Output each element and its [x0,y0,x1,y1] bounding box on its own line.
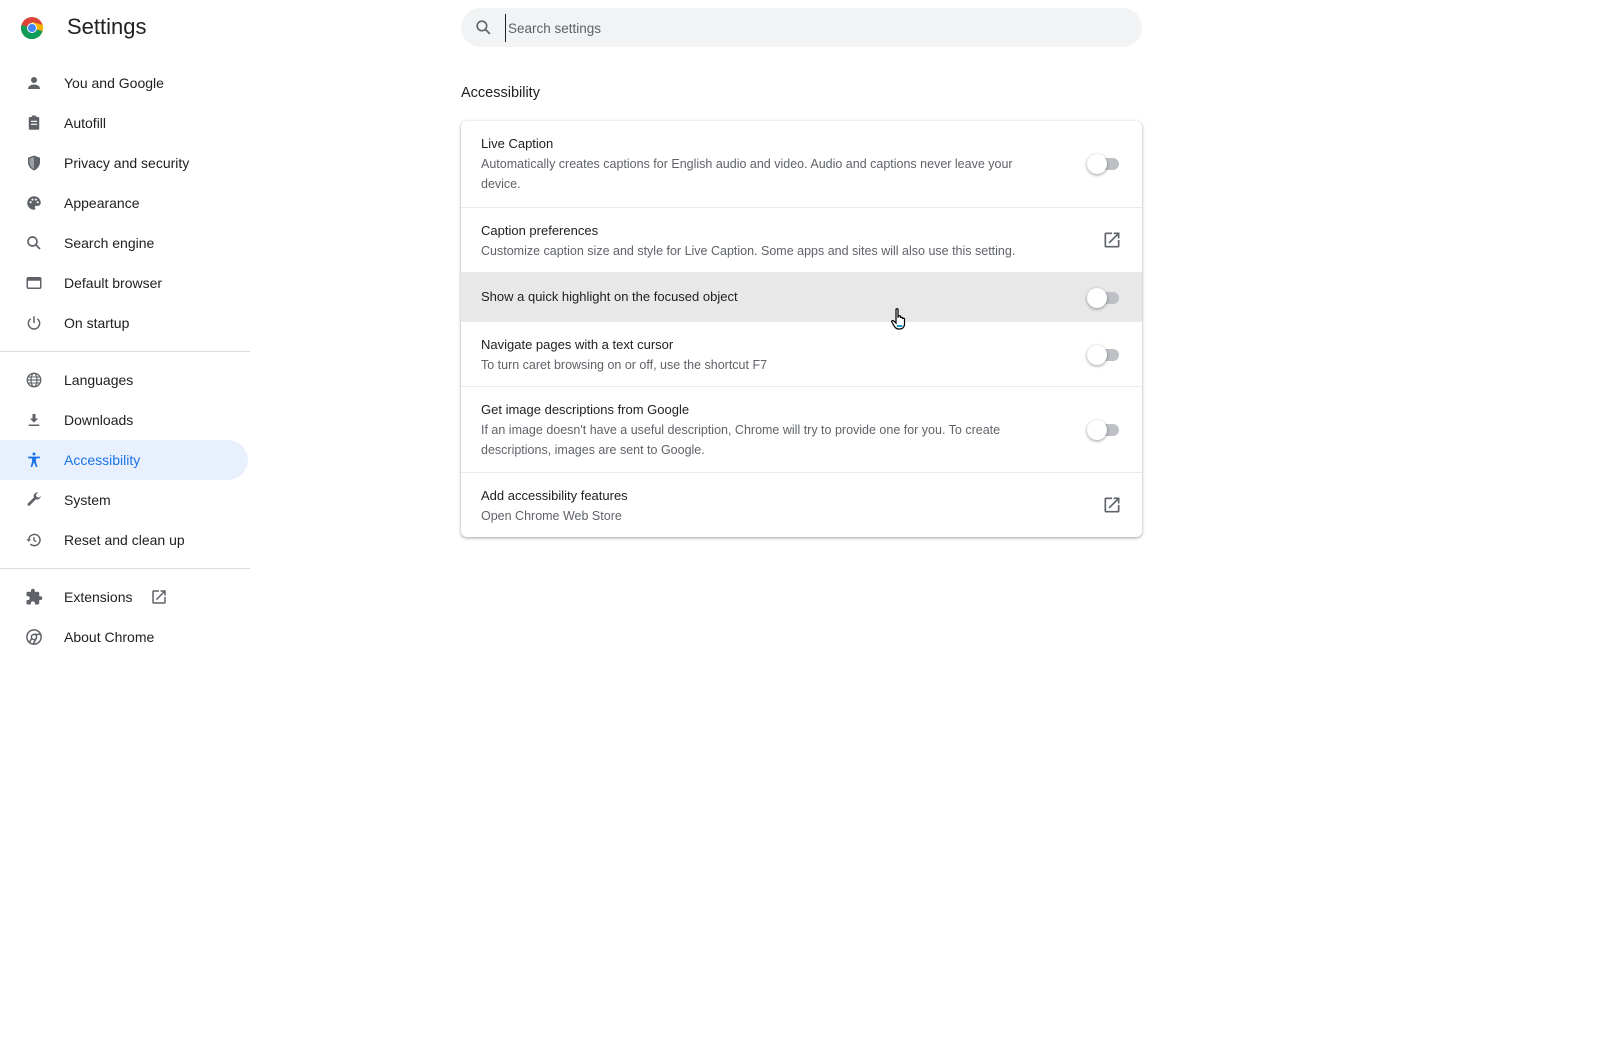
sidebar-item-privacy-and-security[interactable] [0,143,248,183]
setting-row-caret-browsing[interactable] [461,321,1142,386]
sidebar-item-label: About Chrome [64,629,155,645]
globe-icon [24,370,44,390]
palette-icon [24,193,44,213]
puzzle-icon [24,587,44,607]
clipboard-icon [24,113,44,133]
setting-description: Open Chrome Web Store [481,509,622,523]
search-icon [24,233,44,253]
sidebar-item-label: Languages [64,372,134,388]
chrome-logo-icon [20,16,44,40]
search-input[interactable] [505,14,1110,42]
sidebar-item-languages[interactable] [0,360,248,400]
sidebar-item-label: Extensions [64,589,133,605]
setting-description: To turn caret browsing on or off, use the shortcut F7 [481,358,768,372]
setting-row-caption-preferences[interactable] [461,207,1142,272]
toggle-knob [1087,288,1107,308]
toggle-knob [1087,345,1107,365]
setting-description: Customize caption size and style for Live Caption. Some apps and sites will also use this setting. [481,244,1016,258]
sidebar-item-accessibility[interactable] [0,440,248,480]
sidebar-item-extensions[interactable] [0,577,248,617]
sidebar-item-label: Search engine [64,235,155,251]
sidebar-item-default-browser[interactable] [0,263,248,303]
sidebar-item-reset-and-clean-up[interactable] [0,520,248,560]
live-caption-toggle[interactable] [1087,157,1119,171]
header [0,0,1600,56]
hand-cursor-icon [890,307,910,331]
setting-row-add-accessibility-features[interactable] [461,472,1142,537]
setting-row-image-descriptions[interactable] [461,386,1142,472]
sidebar-item-system[interactable] [0,480,248,520]
sidebar-item-label: Reset and clean up [64,532,185,548]
sidebar-item-label: Autofill [64,115,107,131]
search-icon [474,18,493,37]
open-in-new-icon[interactable] [1102,495,1122,515]
page-title: Settings [67,14,147,39]
open-in-new-icon[interactable] [1102,230,1122,250]
setting-title: Navigate pages with a text cursor [481,337,674,352]
sidebar-item-you-and-google[interactable] [0,63,248,103]
sidebar-item-label: Appearance [64,195,140,211]
setting-title: Caption preferences [481,223,599,238]
accessibility-card [461,121,1142,537]
setting-title: Live Caption [481,136,554,151]
setting-row-quick-highlight[interactable] [461,272,1142,321]
sidebar-item-label: Downloads [64,412,134,428]
shield-icon [24,153,44,173]
open-in-new-icon [150,588,168,606]
person-icon [24,73,44,93]
sidebar-item-on-startup[interactable] [0,303,248,343]
section-title: Accessibility [461,85,540,101]
toggle-knob [1087,154,1107,174]
accessibility-icon [24,450,44,470]
setting-title: Show a quick highlight on the focused object [481,289,738,304]
sidebar [0,63,250,657]
browser-window-icon [24,273,44,293]
caret-browsing-toggle[interactable] [1087,348,1119,362]
sidebar-item-label: On startup [64,315,130,331]
setting-description: Automatically creates captions for English audio and video. Audio and captions never leave your device. [481,157,1013,191]
sidebar-item-label: System [64,492,111,508]
download-icon [24,410,44,430]
sidebar-item-about-chrome[interactable] [0,617,248,657]
sidebar-item-appearance[interactable] [0,183,248,223]
history-icon [24,530,44,550]
sidebar-item-label: Privacy and security [64,155,190,171]
sidebar-item-label: Default browser [64,275,163,291]
quick-highlight-toggle[interactable] [1087,291,1119,305]
sidebar-item-downloads[interactable] [0,400,248,440]
setting-description: If an image doesn't have a useful description, Chrome will try to provide one for you. To create descriptions, images are sent to Google. [481,423,1001,457]
wrench-icon [24,490,44,510]
sidebar-divider [0,351,250,352]
sidebar-item-autofill[interactable] [0,103,248,143]
sidebar-item-search-engine[interactable] [0,223,248,263]
search-box[interactable] [461,8,1142,47]
sidebar-item-label: You and Google [64,75,164,91]
chrome-icon [24,627,44,647]
setting-row-live-caption[interactable] [461,121,1142,207]
power-icon [24,313,44,333]
sidebar-divider [0,568,250,569]
setting-title: Get image descriptions from Google [481,402,690,417]
toggle-knob [1087,420,1107,440]
sidebar-item-label: Accessibility [64,452,141,468]
setting-title: Add accessibility features [481,488,628,503]
image-descriptions-toggle[interactable] [1087,423,1119,437]
